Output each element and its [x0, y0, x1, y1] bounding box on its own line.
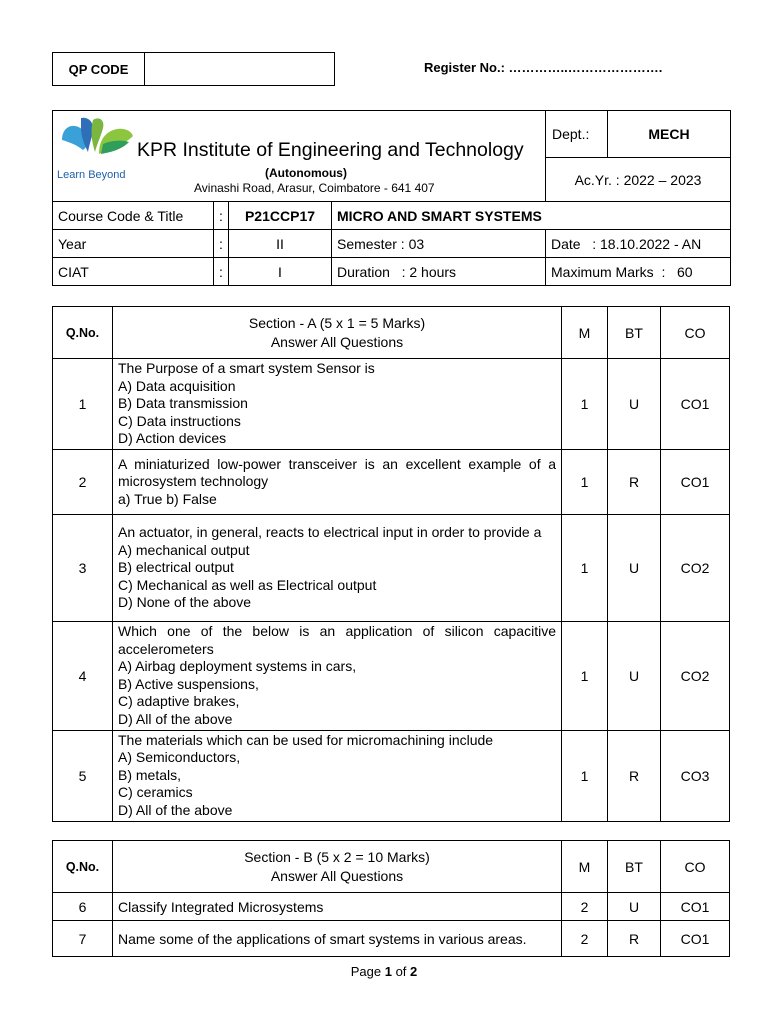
option-line: C) Mechanical as well as Electrical output — [118, 576, 377, 593]
option-line: D) Action devices — [118, 430, 227, 447]
maximum-marks: Maximum Marks : 60 — [546, 258, 731, 286]
section-a-co-header: CO — [661, 307, 730, 359]
question-text — [113, 450, 562, 515]
section-a-marks-header: M — [562, 307, 608, 359]
question-number: 6 — [53, 893, 113, 921]
option-line: D) None of the above — [118, 594, 252, 611]
option-line: C) adaptive brakes, — [118, 693, 240, 710]
course-code: P21CCP17 — [229, 202, 332, 230]
section-b-qno-header: Q.No. — [53, 841, 113, 893]
option-line: B) electrical output — [118, 559, 234, 576]
option-line: C) ceramics — [118, 784, 193, 801]
question-row — [53, 921, 730, 957]
section-b-table — [52, 840, 730, 957]
question-co: CO3 — [661, 730, 730, 821]
section-b-bt-header: BT — [608, 841, 661, 893]
option-line: C) Data instructions — [118, 412, 241, 429]
question-bt: R — [608, 921, 661, 957]
dept-cell — [546, 111, 731, 158]
question-row — [53, 730, 730, 821]
question-marks: 1 — [562, 450, 608, 515]
ciat-value: I — [229, 258, 332, 286]
question-co: CO1 — [661, 359, 730, 450]
question-stem: A miniaturized low-power transceiver is an excellent example of a microsystem technology — [118, 455, 556, 490]
question-row — [53, 359, 730, 450]
question-bt: R — [608, 450, 661, 515]
course-code-label: Course Code & Title — [53, 202, 214, 230]
question-bt: U — [608, 515, 661, 622]
section-a-qno-header: Q.No. — [53, 307, 113, 359]
question-co: CO2 — [661, 622, 730, 731]
question-text: Classify Integrated Microsystems — [113, 893, 562, 921]
question-co: CO1 — [661, 921, 730, 957]
institute-logo-icon — [59, 114, 135, 170]
page-total: 2 — [410, 964, 418, 979]
page-current: 1 — [384, 964, 392, 979]
section-a-bt-header: BT — [608, 307, 661, 359]
section-a-table — [52, 306, 730, 822]
question-number: 4 — [53, 622, 113, 731]
option-line: B) metals, — [118, 766, 182, 783]
option-line: D) All of the above — [118, 801, 233, 818]
question-marks: 1 — [562, 515, 608, 622]
exam-header-table — [52, 110, 731, 286]
option-line: A) Semiconductors, — [118, 749, 241, 766]
question-bt: R — [608, 730, 661, 821]
option-line: D) All of the above — [118, 710, 233, 727]
section-b-marks-header: M — [562, 841, 608, 893]
course-code-colon: : — [214, 202, 229, 230]
option-line: A) mechanical output — [118, 541, 250, 558]
question-number: 7 — [53, 921, 113, 957]
question-text — [113, 730, 562, 821]
year-value: II — [229, 230, 332, 258]
academic-year: Ac.Yr. : 2022 – 2023 — [546, 158, 731, 202]
question-bt: U — [608, 893, 661, 921]
section-a-title: Section - A (5 x 1 = 5 Marks) — [248, 314, 426, 331]
section-b-heading — [113, 841, 562, 893]
institute-address: Avinashi Road, Arasur, Coimbatore - 641 407 — [194, 181, 435, 195]
duration: Duration : 2 hours — [332, 258, 546, 286]
institute-name: KPR Institute of Engineering and Technology — [137, 139, 524, 161]
question-number: 5 — [53, 730, 113, 821]
question-text: Name some of the applications of smart systems in various areas. — [113, 921, 562, 957]
ciat-colon: : — [214, 258, 229, 286]
autonomous-label: (Autonomous) — [265, 166, 347, 180]
year-colon: : — [214, 230, 229, 258]
qp-code-label: QP CODE — [53, 53, 145, 86]
qp-code-box — [52, 52, 335, 86]
question-bt: U — [608, 622, 661, 731]
question-text — [113, 515, 562, 622]
qp-code-value — [145, 53, 335, 86]
question-line: The materials which can be used for micromachining include — [118, 731, 494, 748]
question-co: CO2 — [661, 515, 730, 622]
option-line: B) Active suspensions, — [118, 675, 259, 692]
question-number: 1 — [53, 359, 113, 450]
question-row — [53, 622, 730, 731]
section-b-co-header: CO — [661, 841, 730, 893]
option-line: A) Data acquisition — [118, 377, 236, 394]
page-number — [0, 964, 768, 979]
page-of: of — [395, 964, 407, 979]
question-marks: 2 — [562, 893, 608, 921]
ciat-label: CIAT — [53, 258, 214, 286]
question-text — [113, 359, 562, 450]
option-line: B) Data transmission — [118, 395, 248, 412]
question-number: 2 — [53, 450, 113, 515]
exam-date: Date : 18.10.2022 - AN — [546, 230, 731, 258]
question-line: The Purpose of a smart system Sensor is — [118, 360, 375, 377]
dept-label: Dept.: — [546, 111, 608, 157]
logo-tagline: Learn Beyond — [57, 169, 126, 181]
question-co: CO1 — [661, 893, 730, 921]
question-number: 3 — [53, 515, 113, 622]
page-prefix: Page — [350, 964, 382, 979]
section-a-instructions: Answer All Questions — [270, 333, 404, 350]
course-title: MICRO AND SMART SYSTEMS — [332, 202, 731, 230]
question-bt: U — [608, 359, 661, 450]
year-label: Year — [53, 230, 214, 258]
question-stem: Which one of the below is an application of silicon capacitive accelerometers — [118, 623, 556, 657]
option-line: A) Airbag deployment systems in cars, — [118, 658, 357, 675]
section-b-instructions: Answer All Questions — [270, 867, 404, 884]
institute-banner — [53, 111, 546, 202]
register-number-field: Register No.: …………..…………………. — [424, 60, 663, 75]
question-marks: 2 — [562, 921, 608, 957]
semester: Semester : 03 — [332, 230, 546, 258]
question-text — [113, 622, 562, 731]
question-marks: 1 — [562, 622, 608, 731]
question-row — [53, 515, 730, 622]
section-a-heading — [113, 307, 562, 359]
question-co: CO1 — [661, 450, 730, 515]
question-marks: 1 — [562, 730, 608, 821]
question-row — [53, 450, 730, 515]
dept-value: MECH — [648, 126, 690, 142]
question-row — [53, 893, 730, 921]
section-b-title: Section - B (5 x 2 = 10 Marks) — [244, 848, 430, 865]
question-stem: An actuator, in general, reacts to electrical input in order to provide a — [118, 524, 542, 541]
option-line: a) True b) False — [118, 490, 217, 507]
question-marks: 1 — [562, 359, 608, 450]
